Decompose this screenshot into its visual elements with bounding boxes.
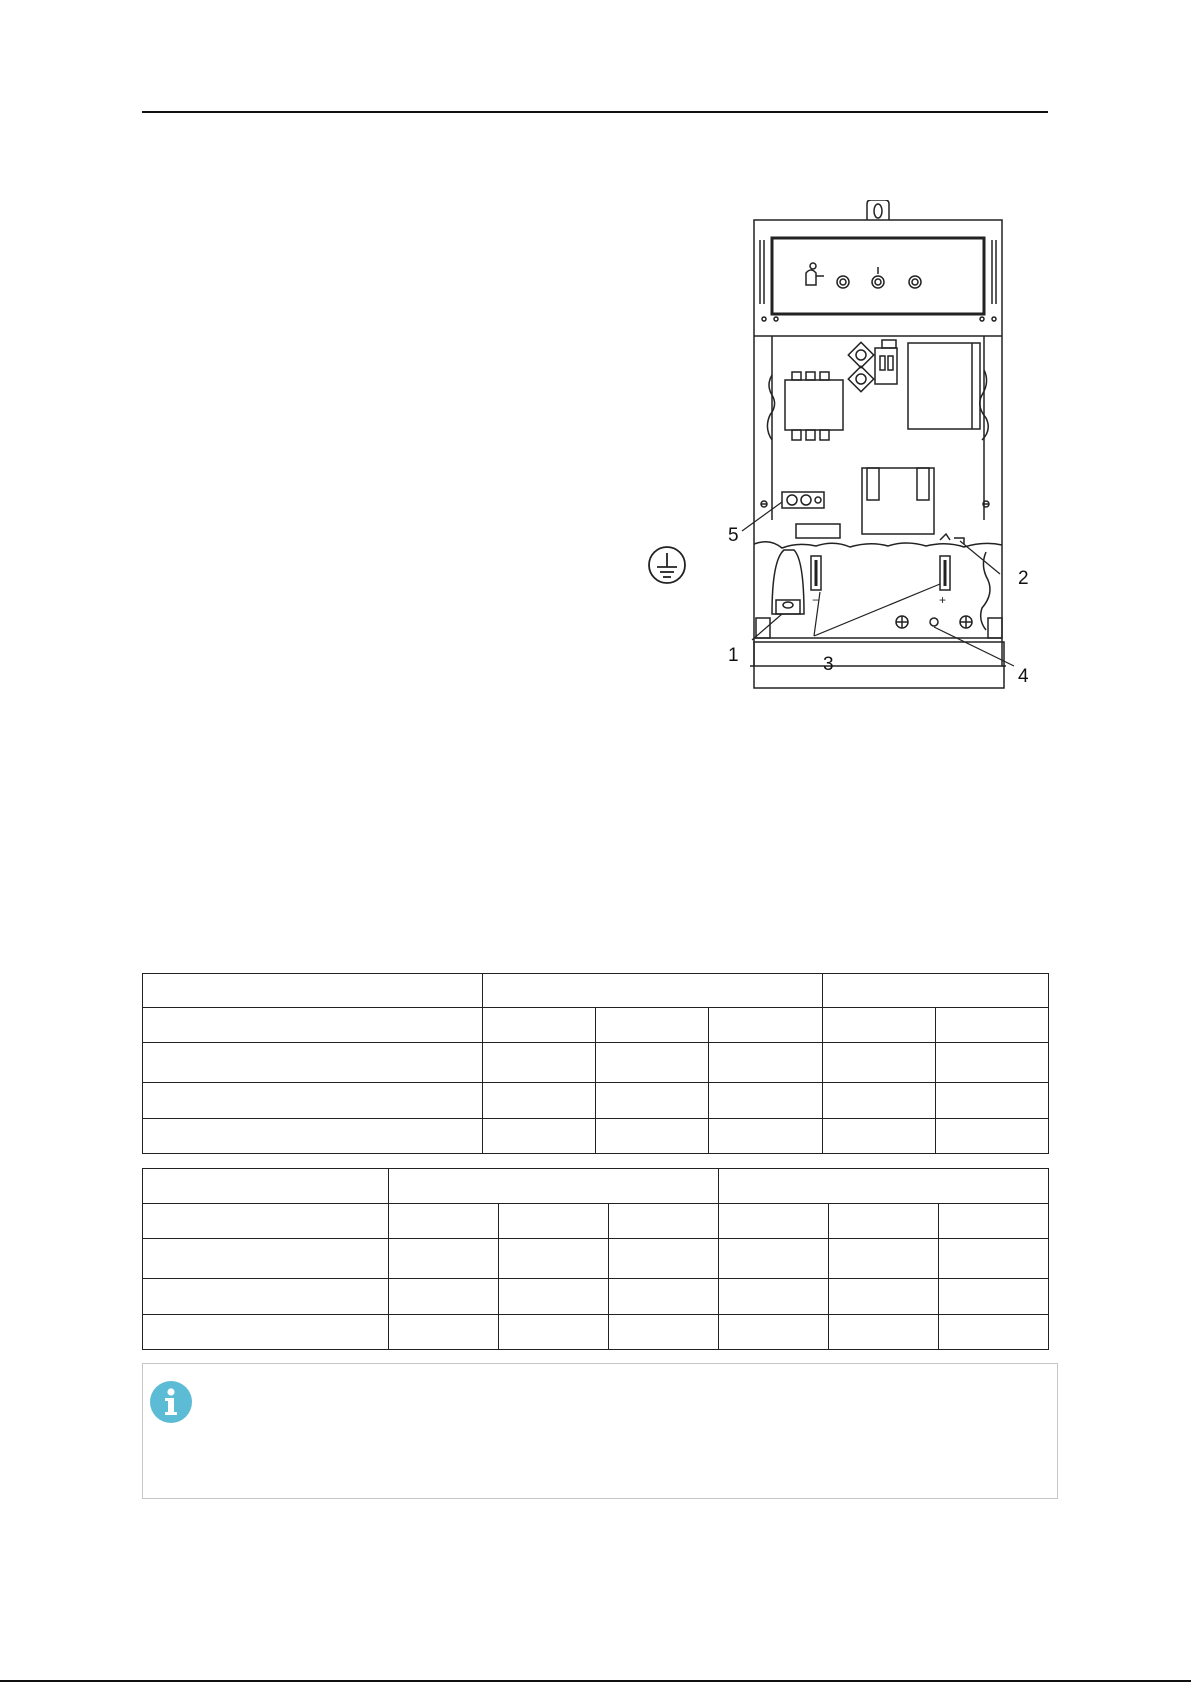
table-cell xyxy=(823,974,1049,1008)
table-cell xyxy=(719,1279,829,1315)
table-cell xyxy=(719,1315,829,1350)
table-row xyxy=(143,1204,1049,1239)
footer-rule xyxy=(0,1680,1191,1682)
table-cell xyxy=(483,1119,596,1154)
table-cell xyxy=(596,1008,709,1043)
table-cell xyxy=(483,1083,596,1119)
table-cell xyxy=(596,1119,709,1154)
table-cell xyxy=(719,1239,829,1279)
info-icon xyxy=(149,1380,193,1424)
info-note xyxy=(142,1363,1058,1499)
table-row xyxy=(143,1169,1049,1204)
table-row xyxy=(143,1279,1049,1315)
table-cell xyxy=(499,1204,609,1239)
table-cell xyxy=(389,1169,719,1204)
table-cell xyxy=(609,1239,719,1279)
table-cell xyxy=(483,1008,596,1043)
table-cell xyxy=(389,1239,499,1279)
table-cell xyxy=(389,1315,499,1350)
table-cell xyxy=(829,1239,939,1279)
table-cell xyxy=(823,1083,936,1119)
table-cell xyxy=(609,1315,719,1350)
table-cell xyxy=(936,1083,1049,1119)
table-row xyxy=(143,1008,1049,1043)
table-cell xyxy=(719,1169,1049,1204)
table-cell xyxy=(596,1083,709,1119)
table-cell xyxy=(939,1239,1049,1279)
svg-text:−: − xyxy=(812,593,820,607)
table-cell xyxy=(483,1043,596,1083)
table-cell xyxy=(143,1083,483,1119)
table-cell xyxy=(143,1279,389,1315)
table-cell xyxy=(823,1119,936,1154)
table-cell xyxy=(936,1119,1049,1154)
table-cell xyxy=(389,1204,499,1239)
callout-3: 3 xyxy=(823,654,834,675)
table-cell xyxy=(709,1008,823,1043)
table-cell xyxy=(143,974,483,1008)
table-cell xyxy=(709,1083,823,1119)
table-cell xyxy=(939,1315,1049,1350)
svg-text:+: + xyxy=(939,593,947,607)
table-cell xyxy=(483,974,823,1008)
table-cell xyxy=(596,1043,709,1083)
table-cell xyxy=(936,1043,1049,1083)
table-row xyxy=(143,974,1049,1008)
table-row xyxy=(143,1239,1049,1279)
data-table-1 xyxy=(142,973,1049,1154)
table-cell xyxy=(389,1279,499,1315)
table-cell xyxy=(719,1204,829,1239)
enclosure-diagram xyxy=(720,200,1040,700)
table-cell xyxy=(939,1279,1049,1315)
table-row xyxy=(143,1315,1049,1350)
table-cell xyxy=(609,1204,719,1239)
table-cell xyxy=(499,1239,609,1279)
data-table-2 xyxy=(142,1168,1049,1350)
callout-5: 5 xyxy=(728,525,739,546)
table-cell xyxy=(829,1204,939,1239)
table-cell xyxy=(143,1008,483,1043)
header-rule xyxy=(142,111,1048,113)
callout-4: 4 xyxy=(1018,666,1029,687)
table-cell xyxy=(499,1279,609,1315)
callout-2: 2 xyxy=(1018,568,1029,589)
table-cell xyxy=(143,1315,389,1350)
table-cell xyxy=(709,1043,823,1083)
table-cell xyxy=(143,1119,483,1154)
table-cell xyxy=(143,1239,389,1279)
table-cell xyxy=(609,1279,719,1315)
table-cell xyxy=(829,1279,939,1315)
table-cell xyxy=(143,1043,483,1083)
table-row xyxy=(143,1083,1049,1119)
table-cell xyxy=(823,1008,936,1043)
table-row xyxy=(143,1119,1049,1154)
table-cell xyxy=(143,1169,389,1204)
table-cell xyxy=(939,1204,1049,1239)
table-cell xyxy=(709,1119,823,1154)
table-row xyxy=(143,1043,1049,1083)
callout-1: 1 xyxy=(728,645,739,666)
table-cell xyxy=(143,1204,389,1239)
table-cell xyxy=(499,1315,609,1350)
table-cell xyxy=(936,1008,1049,1043)
protective-earth-icon xyxy=(647,543,687,587)
table-cell xyxy=(829,1315,939,1350)
table-cell xyxy=(823,1043,936,1083)
